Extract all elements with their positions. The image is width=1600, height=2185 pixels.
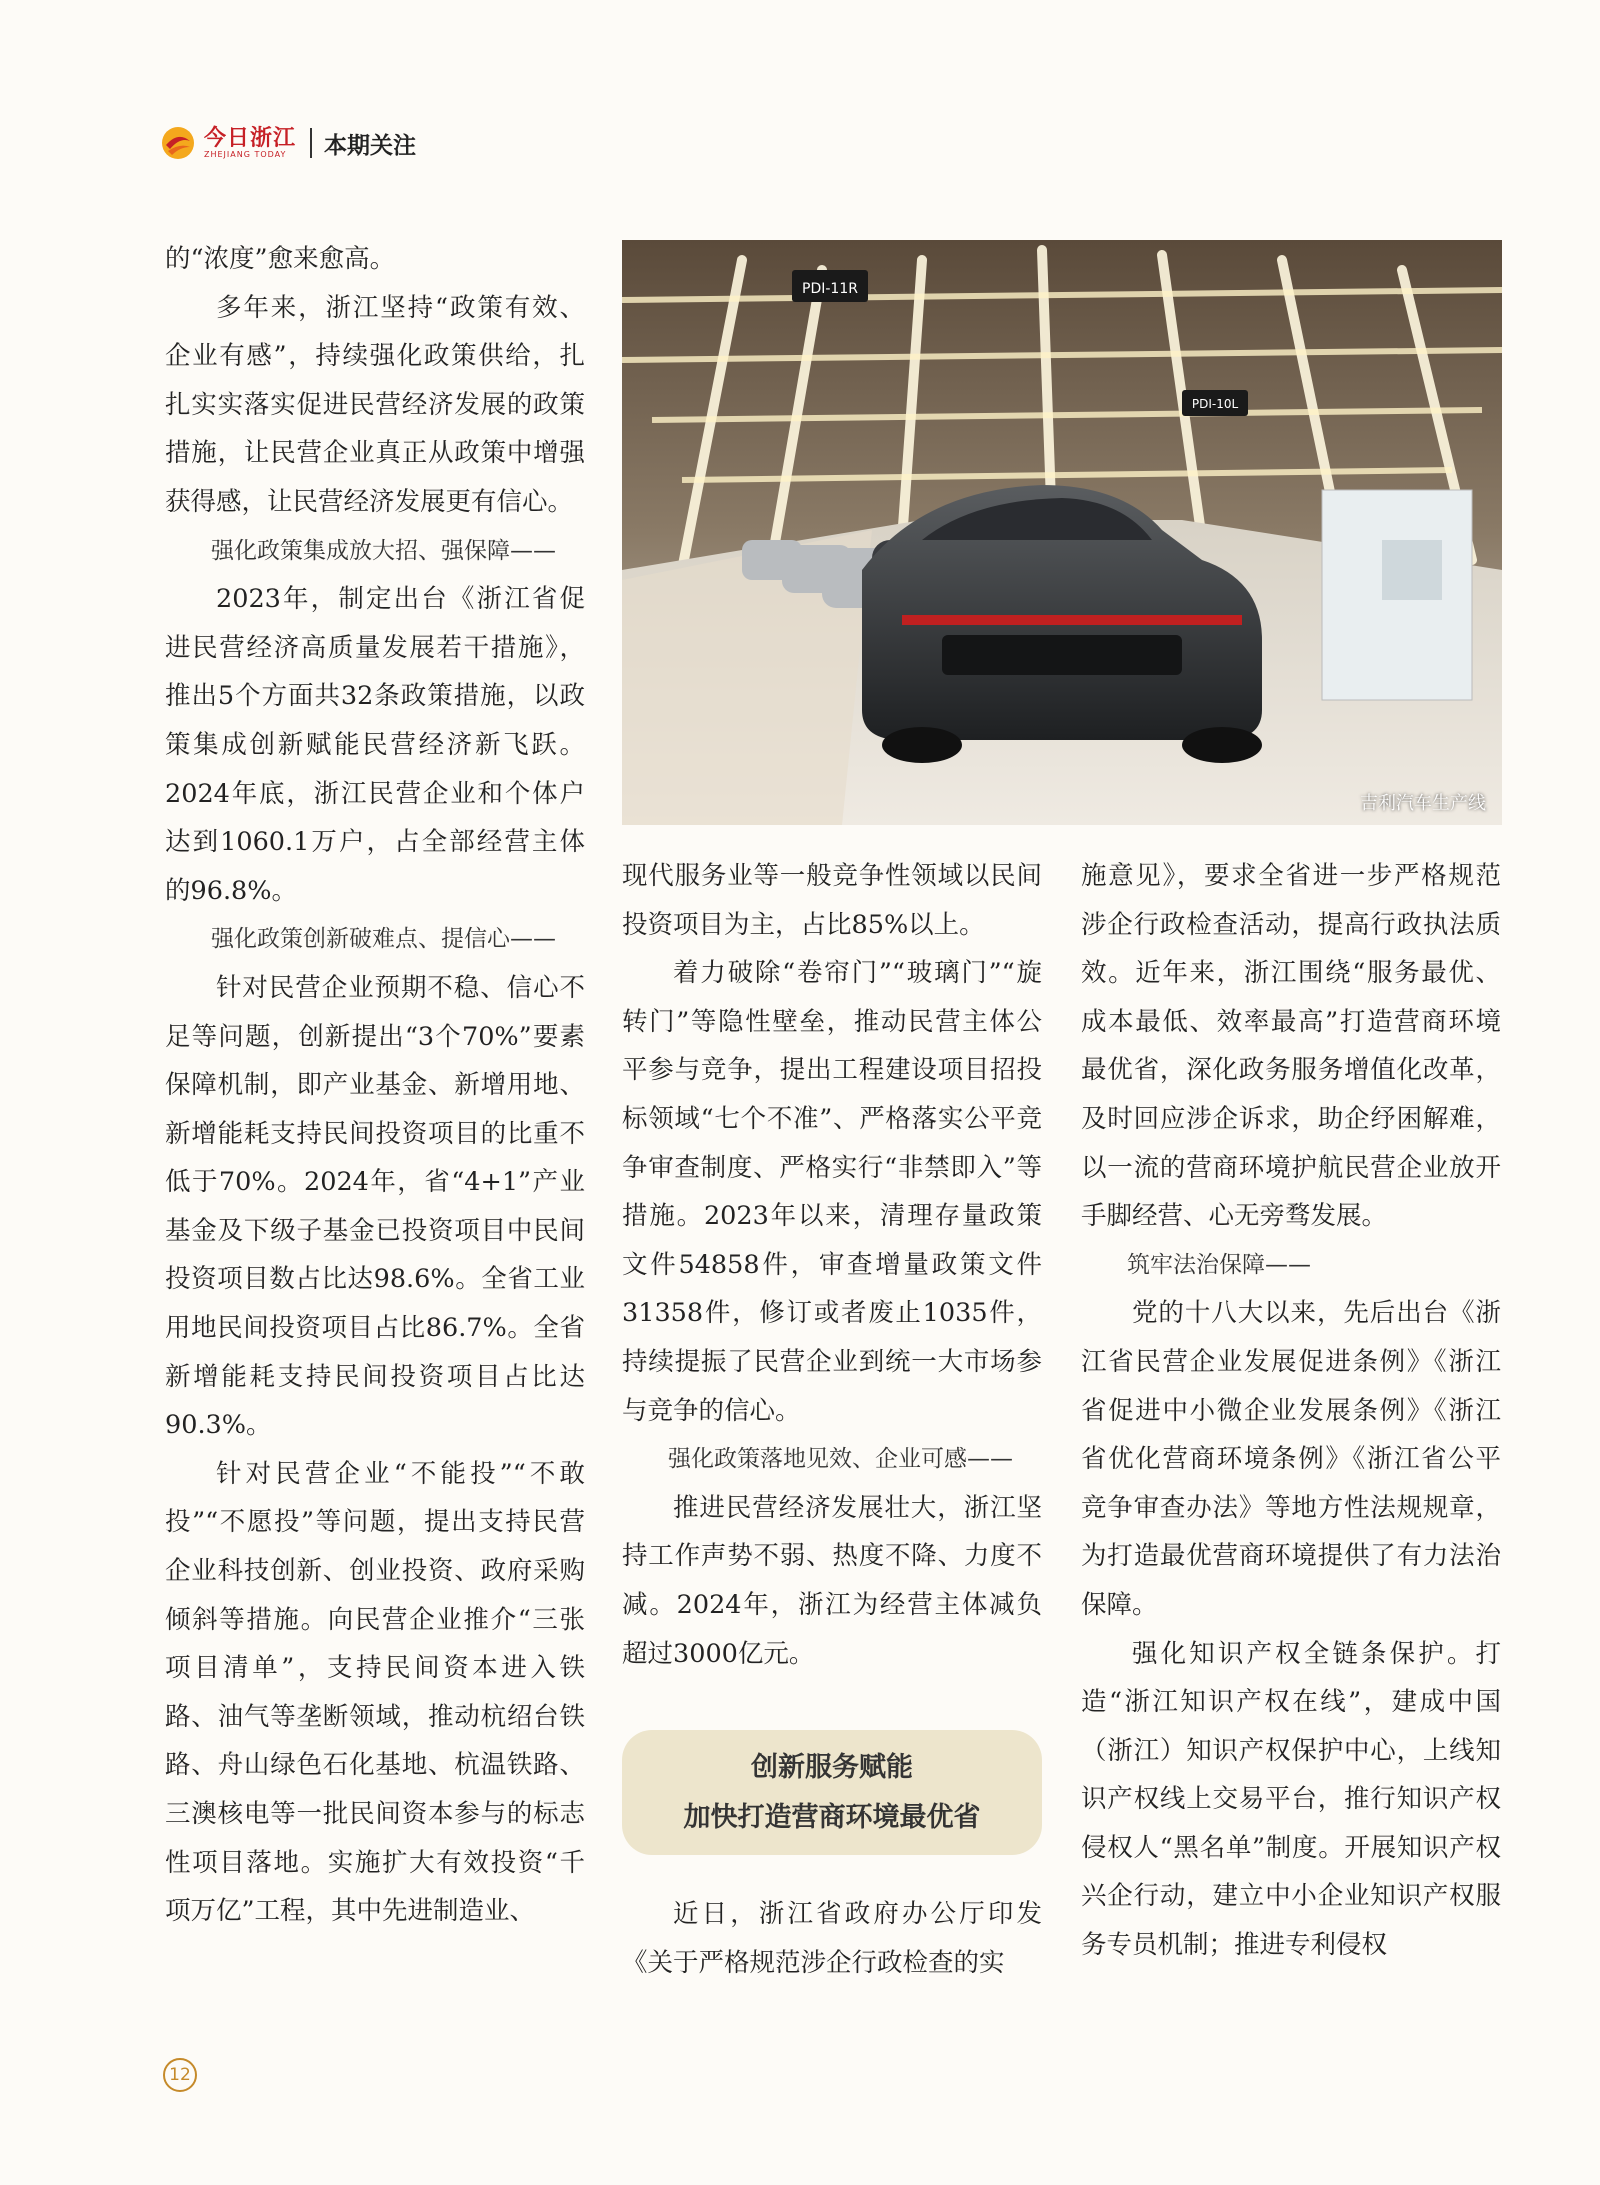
subheading-line-1: 创新服务赋能 xyxy=(751,1751,913,1783)
article-column-3 xyxy=(1081,852,1501,1970)
paragraph: 多年来，浙江坚持“政策有效、企业有感”，持续强化政策供给，扎扎实实落实促进民营经济发展的政策措施，让民营企业真正从政策中增强获得感，让民营经济发展更有信心。 xyxy=(165,292,585,517)
page-number: 12 xyxy=(163,2058,197,2092)
paragraph: 着力破除“卷帘门”“玻璃门”“旋转门”等隐性壁垒，推动民营主体公平参与竞争，提出工程建设项目招投标领域“七个不准”、严格落实公平竞争审查制度、严格实行“非禁即入”等措施。2023年以来，清理存量政策文件54858件，审查增量政策文件31358件，修订或者废止1035件，持续提振了民营企业到统一大市场参与竞争的信心。 xyxy=(622,958,1042,1426)
article-column-2-bottom xyxy=(622,1890,1042,1987)
paragraph: 现代服务业等一般竞争性领域以民间投资项目为主，占比85%以上。 xyxy=(622,861,1042,940)
article-column-1 xyxy=(165,235,585,1936)
logo-title: 今日浙江 xyxy=(204,125,297,151)
section-subheading: 强化政策集成放大招、强保障—— xyxy=(211,537,556,564)
paragraph: 推进民营经济发展壮大，浙江坚持工作声势不弱、热度不降、力度不减。2024年，浙江为经营主体减负超过3000亿元。 xyxy=(622,1492,1042,1669)
section-subheading: 强化政策落地见效、企业可感—— xyxy=(668,1446,1013,1473)
paragraph: 强化知识产权全链条保护。打造“浙江知识产权在线”，建成中国（浙江）知识产权保护中心，上线知识产权线上交易平台，推行知识产权侵权人“黑名单”制度。开展知识产权兴企行动，建立中小企业知识产权服务专员机制；推进专利侵权 xyxy=(1081,1638,1501,1961)
logo-subtitle: ZHEJIANG TODAY xyxy=(204,150,287,159)
page-header xyxy=(160,118,416,168)
paragraph: 2023年，制定出台《浙江省促进民营经济高质量发展若干措施》，推出5个方面共32条政策措施，以政策集成创新赋能民营经济新飞跃。2024年底，浙江民营企业和个体户达到1060.1万户，占全部经营主体的96.8%。 xyxy=(165,584,585,906)
paragraph: 施意见》，要求全省进一步严格规范涉企行政检查活动，提高行政执法质效。近年来，浙江围绕“服务最优、成本最低、效率最高”打造营商环境最优省，深化政务服务增值化改革，及时回应涉企诉求，助企纾困解难，以一流的营商环境护航民营企业放开手脚经营、心无旁骛发展。 xyxy=(1081,861,1501,1232)
paragraph: 党的十八大以来，先后出台《浙江省民营企业发展促进条例》《浙江省促进中小微企业发展条例》《浙江省优化营商环境条例》《浙江省公平竞争审查办法》等地方性法规规章，为打造最优营商环境提供了有力法治保障。 xyxy=(1081,1298,1501,1620)
logo-icon xyxy=(160,125,196,161)
photo-caption: 吉利汽车生产线 xyxy=(1360,793,1486,814)
sign-pdi-10l: PDI-10L xyxy=(1191,397,1239,411)
car-production-line-photo xyxy=(622,240,1502,825)
article-column-2 xyxy=(622,852,1042,1678)
paragraph: 近日，浙江省政府办公厅印发《关于严格规范涉企行政检查的实 xyxy=(622,1899,1042,1978)
section-subheading: 强化政策创新破难点、提信心—— xyxy=(211,926,556,953)
section-subheading: 筑牢法治保障—— xyxy=(1127,1251,1311,1278)
sign-pdi-11r: PDI-11R xyxy=(802,281,858,297)
paragraph: 针对民营企业预期不稳、信心不足等问题，创新提出“3个70%”要素保障机制，即产业基金、新增用地、新增能耗支持民间投资项目的比重不低于70%。2024年，省“4+1”产业基金及下级子基金已投资项目中民间投资项目数占比达98.6%。全省工业用地民间投资项目占比86.7%。全省新增能耗支持民间投资项目占比达90.3%。 xyxy=(165,972,585,1441)
subheading-line-2: 加快打造营商环境最优省 xyxy=(683,1801,981,1833)
paragraph: 针对民营企业“不能投”“不敢投”“不愿投”等问题，提出支持民营企业科技创新、创业投资、政府采购倾斜等措施。向民营企业推介“三张项目清单”，支持民间资本进入铁路、油气等垄断领域，推动杭绍台铁路、舟山绿色石化基地、杭温铁路、三澳核电等一批民间资本参与的标志性项目落地。实施扩大有效投资“千项万亿”工程，其中先进制造业、 xyxy=(165,1458,585,1927)
logo xyxy=(204,127,296,159)
subheading-box xyxy=(622,1730,1042,1855)
section-title: 本期关注 xyxy=(324,132,417,159)
paragraph: 的“浓度”愈来愈高。 xyxy=(165,244,396,274)
header-divider xyxy=(310,128,312,158)
